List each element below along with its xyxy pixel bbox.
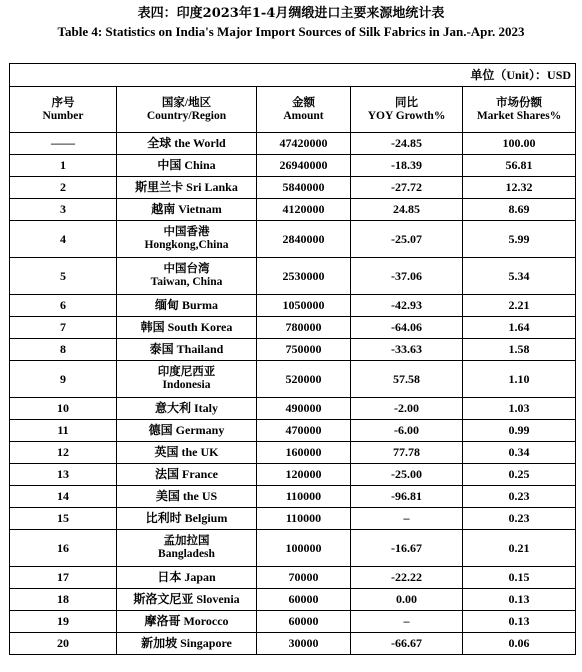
row-share: 2.21 — [463, 295, 576, 317]
table-row — [10, 442, 576, 464]
row-amount: 110000 — [257, 508, 351, 530]
table-row — [10, 508, 576, 530]
table-title-chinese: 表四：印度2023年1-4月绸缎进口主要来源地统计表 — [137, 6, 445, 21]
row-yoy: -24.85 — [351, 133, 463, 155]
row-number: 20 — [10, 633, 117, 655]
row-country: 美国 the US — [117, 486, 257, 508]
row-yoy: -2.00 — [351, 398, 463, 420]
row-number: —— — [10, 133, 117, 155]
header-number-zh: 序号 — [51, 96, 75, 109]
row-yoy: – — [351, 508, 463, 530]
table-row — [10, 133, 576, 155]
unit-label: 单位（Unit）：USD — [10, 64, 576, 87]
header-country — [117, 87, 257, 133]
row-amount: 780000 — [257, 317, 351, 339]
row-share: 0.06 — [463, 633, 576, 655]
row-country — [117, 530, 257, 567]
row-country-en: Hongkong,China — [144, 239, 229, 251]
header-amount-en: Amount — [283, 109, 324, 122]
table-row — [10, 633, 576, 655]
row-yoy: 0.00 — [351, 589, 463, 611]
row-country: 韩国 South Korea — [117, 317, 257, 339]
row-country: 新加坡 Singapore — [117, 633, 257, 655]
row-number: 15 — [10, 508, 117, 530]
row-yoy: 77.78 — [351, 442, 463, 464]
row-amount: 1050000 — [257, 295, 351, 317]
row-amount: 120000 — [257, 464, 351, 486]
row-amount: 60000 — [257, 589, 351, 611]
table-row — [10, 420, 576, 442]
row-amount: 47420000 — [257, 133, 351, 155]
row-yoy: -96.81 — [351, 486, 463, 508]
row-country: 全球 the World — [117, 133, 257, 155]
row-share: 0.99 — [463, 420, 576, 442]
table-row — [10, 199, 576, 221]
row-country: 摩洛哥 Morocco — [117, 611, 257, 633]
row-number: 8 — [10, 339, 117, 361]
header-country-zh: 国家/地区 — [161, 96, 212, 109]
row-yoy: -16.67 — [351, 530, 463, 567]
header-yoy — [351, 87, 463, 133]
row-amount: 160000 — [257, 442, 351, 464]
row-number: 7 — [10, 317, 117, 339]
row-number: 19 — [10, 611, 117, 633]
row-country — [117, 361, 257, 398]
row-amount: 110000 — [257, 486, 351, 508]
row-amount: 2530000 — [257, 258, 351, 295]
row-share: 8.69 — [463, 199, 576, 221]
row-yoy: -42.93 — [351, 295, 463, 317]
row-share: 100.00 — [463, 133, 576, 155]
row-share: 0.13 — [463, 611, 576, 633]
table-row — [10, 177, 576, 199]
row-share: 1.58 — [463, 339, 576, 361]
row-country: 斯里兰卡 Sri Lanka — [117, 177, 257, 199]
row-amount: 70000 — [257, 567, 351, 589]
row-amount: 5840000 — [257, 177, 351, 199]
row-number: 16 — [10, 530, 117, 567]
row-country: 比利时 Belgium — [117, 508, 257, 530]
row-country-en: Taiwan, China — [150, 276, 223, 288]
row-country-zh: 孟加拉国 — [163, 535, 210, 547]
row-country-zh: 中国香港 — [163, 226, 210, 238]
row-country: 泰国 Thailand — [117, 339, 257, 361]
row-number: 6 — [10, 295, 117, 317]
row-number: 4 — [10, 221, 117, 258]
row-yoy: -66.67 — [351, 633, 463, 655]
row-number: 1 — [10, 155, 117, 177]
header-amount-zh: 金额 — [292, 96, 315, 109]
row-country — [117, 258, 257, 295]
row-country-zh: 中国台湾 — [163, 263, 210, 275]
row-share: 5.99 — [463, 221, 576, 258]
row-share: 1.03 — [463, 398, 576, 420]
row-yoy: -18.39 — [351, 155, 463, 177]
import-sources-table — [9, 63, 576, 655]
row-country: 中国 China — [117, 155, 257, 177]
table-row — [10, 611, 576, 633]
table-row — [10, 221, 576, 258]
table-row — [10, 567, 576, 589]
row-country: 越南 Vietnam — [117, 199, 257, 221]
row-amount: 490000 — [257, 398, 351, 420]
row-share: 0.15 — [463, 567, 576, 589]
row-share: 1.64 — [463, 317, 576, 339]
table-row — [10, 317, 576, 339]
header-yoy-en: YOY Growth% — [367, 109, 446, 122]
table-row — [10, 339, 576, 361]
row-number: 14 — [10, 486, 117, 508]
row-country: 斯洛文尼亚 Slovenia — [117, 589, 257, 611]
row-share: 0.13 — [463, 589, 576, 611]
header-yoy-zh: 同比 — [395, 96, 418, 109]
row-country: 德国 Germany — [117, 420, 257, 442]
table-row — [10, 530, 576, 567]
table-row — [10, 155, 576, 177]
row-country-zh: 印度尼西亚 — [157, 366, 216, 378]
table-row — [10, 486, 576, 508]
row-amount: 750000 — [257, 339, 351, 361]
row-number: 11 — [10, 420, 117, 442]
row-amount: 4120000 — [257, 199, 351, 221]
row-country: 法国 France — [117, 464, 257, 486]
row-number: 10 — [10, 398, 117, 420]
row-share: 0.23 — [463, 486, 576, 508]
row-number: 17 — [10, 567, 117, 589]
table-row — [10, 361, 576, 398]
row-country: 缅甸 Burma — [117, 295, 257, 317]
row-country: 意大利 Italy — [117, 398, 257, 420]
row-yoy: 57.58 — [351, 361, 463, 398]
row-yoy: -64.06 — [351, 317, 463, 339]
row-number: 18 — [10, 589, 117, 611]
row-country — [117, 221, 257, 258]
header-share — [463, 87, 576, 133]
row-yoy: -25.07 — [351, 221, 463, 258]
row-share: 0.23 — [463, 508, 576, 530]
header-number — [10, 87, 117, 133]
row-yoy: 24.85 — [351, 199, 463, 221]
row-country: 日本 Japan — [117, 567, 257, 589]
row-yoy: -37.06 — [351, 258, 463, 295]
row-amount: 100000 — [257, 530, 351, 567]
row-country-en: Indonesia — [162, 379, 211, 391]
row-share: 5.34 — [463, 258, 576, 295]
table-row — [10, 398, 576, 420]
row-amount: 520000 — [257, 361, 351, 398]
row-share: 0.25 — [463, 464, 576, 486]
row-number: 2 — [10, 177, 117, 199]
row-number: 3 — [10, 199, 117, 221]
row-country: 英国 the UK — [117, 442, 257, 464]
row-amount: 470000 — [257, 420, 351, 442]
row-amount: 2840000 — [257, 221, 351, 258]
row-yoy: – — [351, 611, 463, 633]
table-row — [10, 464, 576, 486]
row-number: 13 — [10, 464, 117, 486]
table-row — [10, 295, 576, 317]
table-title-english: Table 4: Statistics on India's Major Import Sources of Silk Fabrics in Jan.-Apr. 2023 — [57, 24, 525, 39]
header-number-en: Number — [42, 109, 84, 122]
row-number: 12 — [10, 442, 117, 464]
row-amount: 26940000 — [257, 155, 351, 177]
row-share: 1.10 — [463, 361, 576, 398]
row-share: 56.81 — [463, 155, 576, 177]
header-share-zh: 市场份额 — [496, 96, 543, 109]
row-yoy: -25.00 — [351, 464, 463, 486]
row-share: 12.32 — [463, 177, 576, 199]
header-share-en: Market Shares% — [476, 109, 562, 122]
header-amount — [257, 87, 351, 133]
row-share: 0.34 — [463, 442, 576, 464]
row-country-en: Bangladesh — [158, 548, 215, 560]
row-yoy: -33.63 — [351, 339, 463, 361]
row-yoy: -6.00 — [351, 420, 463, 442]
table-body — [10, 133, 576, 655]
row-number: 5 — [10, 258, 117, 295]
header-country-en: Country/Region — [146, 109, 227, 122]
table-row — [10, 589, 576, 611]
row-amount: 60000 — [257, 611, 351, 633]
table-row — [10, 258, 576, 295]
row-number: 9 — [10, 361, 117, 398]
row-yoy: -27.72 — [351, 177, 463, 199]
row-amount: 30000 — [257, 633, 351, 655]
row-share: 0.21 — [463, 530, 576, 567]
row-yoy: -22.22 — [351, 567, 463, 589]
